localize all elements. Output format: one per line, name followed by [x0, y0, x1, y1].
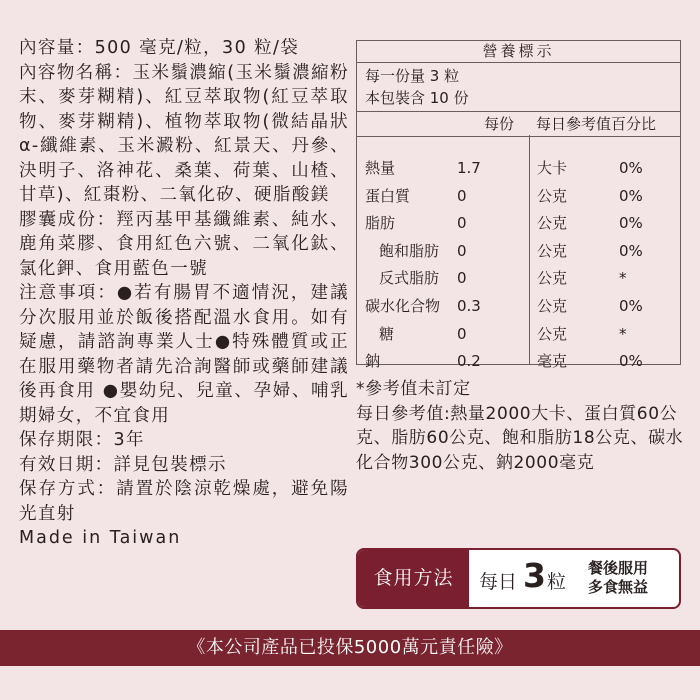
nutrition-row: [357, 347, 680, 375]
nutrition-row: [357, 237, 680, 265]
nutrient-unit: 公克: [537, 297, 568, 315]
nutrition-header: [357, 111, 680, 137]
nutrient-unit: 公克: [537, 324, 568, 343]
nutrient-daily-percent: 0%: [619, 214, 643, 233]
usage-after-line2: 多食無益: [588, 578, 649, 596]
usage-daily: 每日: [479, 571, 518, 593]
daily-reference-values: 每日參考值:熱量2000大卡、蛋白質60公克、脂肪60公克、飽和脂肪18公克、碳水化合物300公克、鈉2000毫克: [356, 403, 684, 473]
nutrient-unit: 公克: [537, 214, 568, 233]
nutrient-daily-percent: *: [619, 324, 627, 343]
nutrition-row: [357, 292, 680, 320]
product-info: [19, 36, 349, 551]
nutrient-value: 0: [457, 186, 467, 205]
usage-count: 3: [523, 556, 546, 595]
nutrition-facts-table: [356, 40, 681, 371]
ingredients: 內容物名稱：玉米鬚濃縮(玉米鬚濃縮粉末、麥芽糊精)、紅豆萃取物(紅豆萃取物、麥芽糊精)、植物萃取物(微結晶狀α-纖維素、玉米澱粉、紅景天、丹參、決明子、洛神花、桑葉、荷葉、山楂、甘草)、紅棗粉、二氧化矽、硬脂酸鎂: [19, 62, 349, 205]
origin: Made in Taiwan: [19, 528, 182, 548]
capsule-ingredients: 膠囊成份：羥丙基甲基纖維素、純水、鹿角菜膠、食用紅色六號、二氧化鈦、氯化鉀、食用藍色一號: [19, 209, 349, 279]
reference-note: [356, 377, 686, 475]
serving-size: 每一份量 3 粒: [365, 67, 460, 85]
per-serving-header: 每份: [484, 115, 515, 133]
nutrient-daily-percent: 0%: [619, 352, 643, 371]
reference-not-set: *參考值未訂定: [356, 379, 471, 399]
nutrient-name: 脂肪: [365, 214, 396, 233]
nutrient-name: 熱量: [365, 159, 396, 177]
nutrient-daily-percent: 0%: [619, 241, 643, 260]
nutrition-row: [357, 182, 680, 210]
nutrient-value: 0: [457, 269, 467, 288]
storage-method: 保存方式：請置於陰涼乾燥處，避免陽光直射: [19, 479, 349, 524]
shelf-life: 保存期限：3年: [19, 430, 145, 450]
servings-per-package: 本包裝含 10 份: [365, 89, 469, 107]
nutrient-value: 0.2: [457, 352, 481, 371]
nutrient-unit: 公克: [537, 269, 568, 288]
usage-box: [356, 548, 681, 609]
nutrition-row: [357, 320, 680, 348]
expiry-date: 有效日期：詳見包裝標示: [19, 454, 227, 475]
content-amount: 內容量：500 毫克/粒，30 粒/袋: [19, 38, 300, 58]
nutrient-value: 0: [457, 214, 467, 233]
usage-after-line1: 餐後服用: [588, 559, 649, 577]
usage-after-meal: [588, 559, 648, 597]
nutrient-name: 飽和脂肪: [379, 241, 440, 260]
insurance-banner: 《本公司產品已投保5000萬元責任險》: [0, 630, 700, 666]
nutrition-row: [357, 209, 680, 237]
nutrient-name: 蛋白質: [365, 186, 411, 205]
nutrient-name: 鈉: [365, 352, 381, 371]
nutrient-unit: 公克: [537, 186, 568, 205]
nutrient-daily-percent: 0%: [619, 159, 643, 177]
nutrient-name: 碳水化合物: [365, 297, 441, 315]
nutrient-value: 0: [457, 241, 467, 260]
nutrient-name: 反式脂肪: [379, 269, 440, 288]
usage-unit: 粒: [547, 571, 567, 593]
nutrient-value: 0.3: [457, 297, 481, 315]
nutrition-row: [357, 264, 680, 292]
nutrient-value: 1.7: [457, 159, 481, 177]
nutrient-daily-percent: 0%: [619, 297, 643, 315]
usage-label: 食用方法: [358, 550, 469, 607]
daily-value-header: 每日參考值百分比: [536, 115, 657, 133]
nutrient-name: 糖: [379, 324, 395, 343]
precautions: 注意事項：●若有腸胃不適情況，建議分次服用並於飯後搭配溫水食用。如有疑慮，請諮詢專業人士●特殊體質或正在服用藥物者請先洽詢醫師或藥師建議後再食用 ●嬰幼兒、兒童、孕婦、哺乳期婦女，不宜食用: [19, 283, 349, 426]
nutrition-row: [357, 154, 680, 182]
nutrient-unit: 大卡: [537, 159, 568, 177]
nutrient-unit: 毫克: [537, 352, 568, 371]
nutrient-value: 0: [457, 324, 467, 343]
nutrient-unit: 公克: [537, 241, 568, 260]
nutrient-daily-percent: *: [619, 269, 627, 288]
nutrition-title: 營養標示: [357, 41, 680, 63]
nutrient-daily-percent: 0%: [619, 186, 643, 205]
